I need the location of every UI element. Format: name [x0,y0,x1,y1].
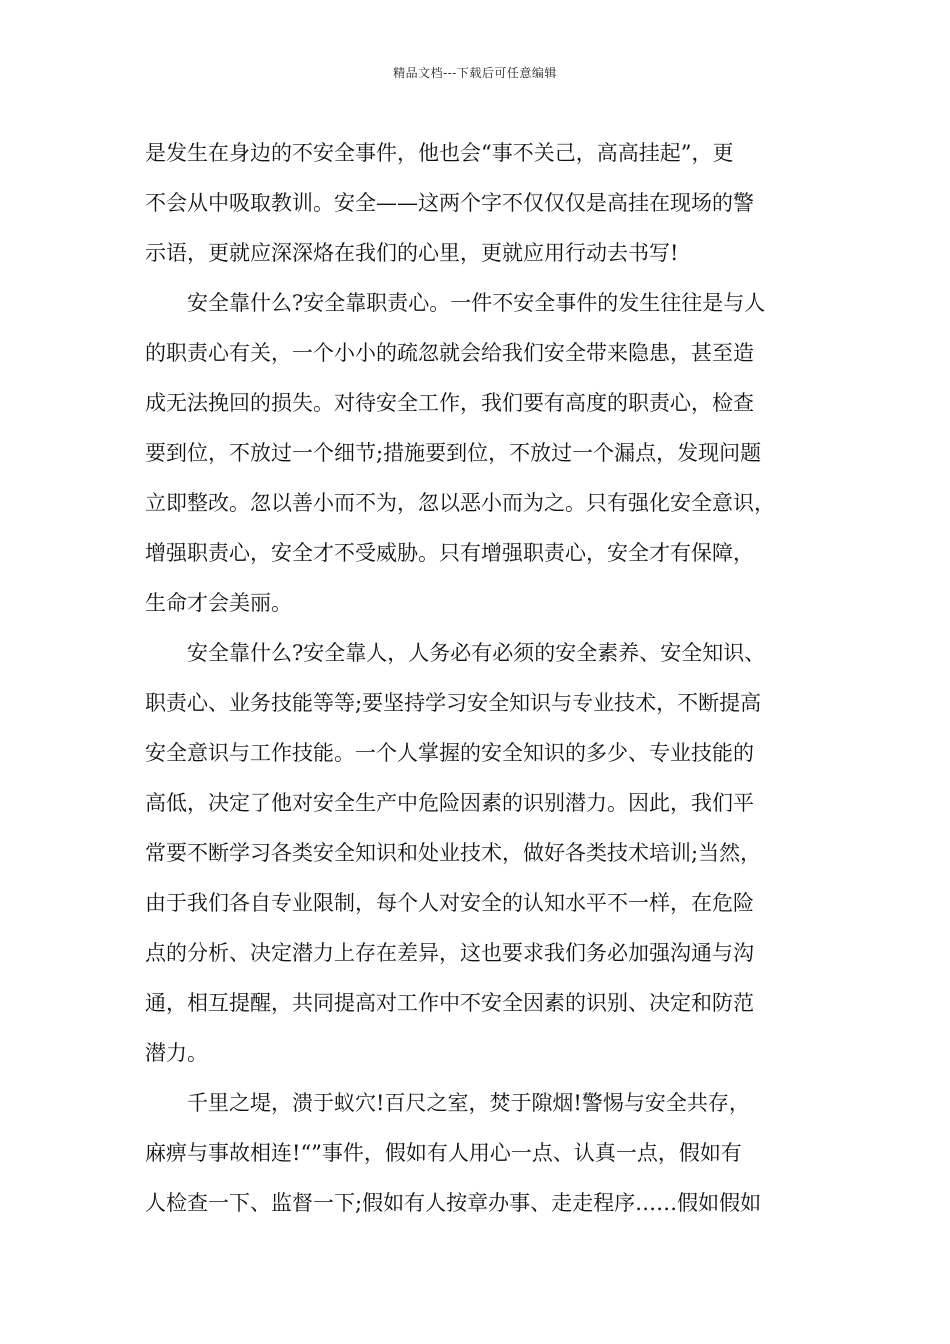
text-line: 是发生在身边的不安全事件，他也会“事不关己，高高挂起”，更 [145,141,734,165]
text-line: 生命才会美丽。 [145,591,292,615]
text-line: 增强职责心，安全才不受威胁。只有增强职责心，安全才有保障， [145,541,754,565]
text-line: 安全靠什么?安全靠人，人务必有必须的安全素养、安全知识、 [187,641,766,665]
text-line: 潜力。 [145,1041,208,1065]
text-line: 点的分析、决定潜力上存在差异，这也要求我们务必加强沟通与沟 [145,941,754,965]
text-line: 千里之堤，溃于蚁穴!百尺之室，焚于隙烟!警惕与安全共存， [187,1091,750,1115]
paragraph [145,1078,810,1228]
paragraph [145,278,810,628]
text-line: 不会从中吸取教训。安全——这两个字不仅仅仅是高挂在现场的警 [145,191,754,215]
text-line: 的职责心有关，一个小小的疏忽就会给我们安全带来隐患，甚至造 [145,341,754,365]
text-line: 常要不断学习各类安全知识和处业技术，做好各类技术培训;当然， [145,841,762,865]
text-line: 高低，决定了他对安全生产中危险因素的识别潜力。因此，我们平 [145,791,754,815]
document-body [145,128,810,1228]
paragraph [145,128,810,278]
text-line: 成无法挽回的损失。对待安全工作，我们要有高度的职责心，检查 [145,391,754,415]
page-header: 精品文档---下载后可任意编辑 [393,66,557,80]
text-line: 人检查一下、监督一下;假如有人按章办事、走走程序……假如假如 [145,1191,762,1215]
text-line: 安全靠什么?安全靠职责心。一件不安全事件的发生往往是与人 [187,291,766,315]
text-line: 安全意识与工作技能。一个人掌握的安全知识的多少、专业技能的 [145,741,754,765]
text-line: 立即整改。忽以善小而不为，忽以恶小而为之。只有强化安全意识， [145,491,775,515]
text-line: 职责心、业务技能等等;要坚持学习安全知识与专业技术，不断提高 [145,691,762,715]
text-line: 通，相互提醒，共同提高对工作中不安全因素的识别、决定和防范 [145,991,754,1015]
text-line: 示语，更就应深深烙在我们的心里，更就应用行动去书写! [145,241,679,265]
text-line: 麻痹与事故相连!“”事件，假如有人用心一点、认真一点，假如有 [145,1141,742,1165]
text-line: 由于我们各自专业限制，每个人对安全的认知水平不一样，在危险 [145,891,754,915]
text-line: 要到位，不放过一个细节;措施要到位，不放过一个漏点，发现问题 [145,441,762,465]
paragraph [145,628,810,1078]
